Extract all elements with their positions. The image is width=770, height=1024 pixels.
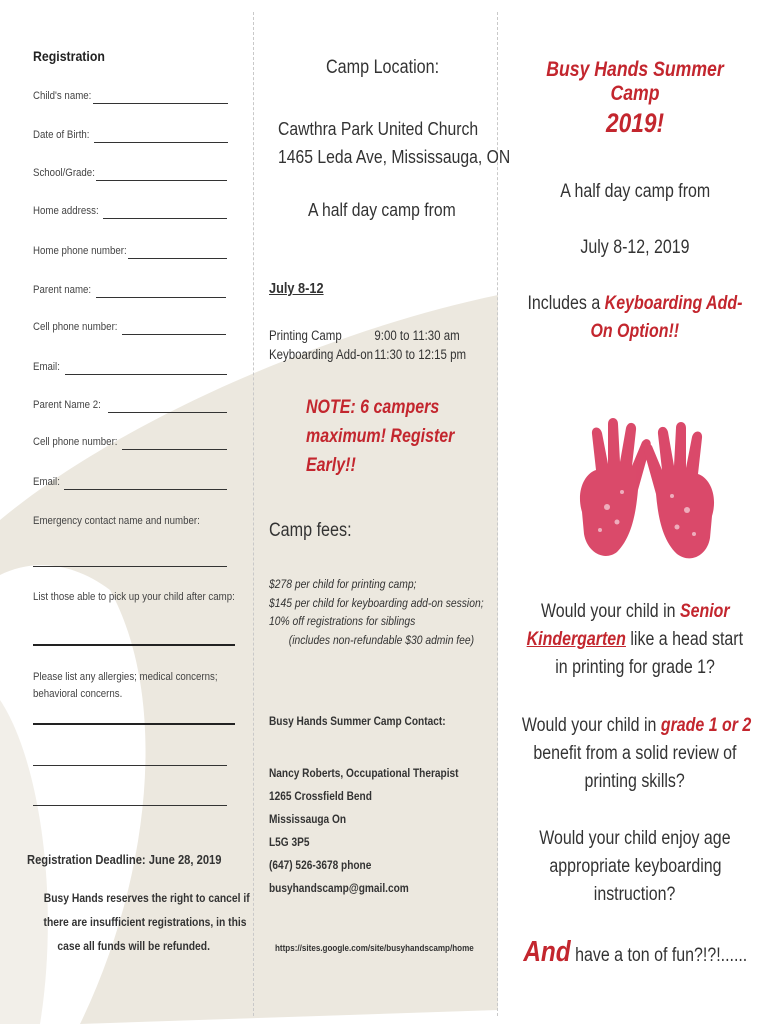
camp-title-year: 2019! — [605, 108, 665, 138]
registration-deadline: Registration Deadline: June 28, 2019 — [27, 852, 222, 867]
website-link[interactable]: https://sites.google.com/site/busyhandscamp/home — [275, 943, 474, 954]
parent-name-2-label: Parent Name 2: — [33, 399, 101, 411]
fees-list — [269, 575, 484, 649]
fun-tagline — [500, 938, 770, 970]
fee-item: $278 per child for printing camp; — [269, 577, 417, 591]
contact-phone: (647) 526-3678 phone — [269, 860, 372, 872]
home-address-field[interactable] — [103, 218, 227, 219]
registration-title: Registration — [33, 48, 105, 64]
q1-kindergarten: Kindergarten — [526, 629, 627, 650]
camp-address — [278, 115, 510, 171]
q2-text-a: Would your child in — [521, 715, 661, 736]
camp-title — [500, 58, 770, 139]
cover-dates: July 8-12, 2019 — [580, 237, 690, 258]
keyboarding-text-2: On Option!! — [590, 321, 680, 342]
q1-text-a: Would your child in — [540, 601, 680, 622]
cancellation-line-3: case all funds will be refunded. — [57, 939, 211, 953]
and-text: And — [523, 936, 571, 968]
fee-item: 10% off registrations for siblings — [269, 614, 416, 628]
contact-street: 1265 Crossfield Bend — [269, 791, 372, 803]
email-label: Email: — [33, 361, 60, 373]
schedule-name: Printing Camp — [269, 328, 342, 343]
child-name-field[interactable] — [93, 103, 228, 104]
capacity-note — [306, 393, 454, 480]
parent-name-label: Parent name: — [33, 284, 92, 296]
fold-line-left — [253, 12, 254, 1016]
address-line-2: 1465 Leda Ave, Mississauga, ON — [278, 146, 511, 167]
schedule-name: Keyboarding Add-on — [269, 347, 373, 362]
q1-senior: Senior — [679, 601, 730, 622]
fee-item: $145 per child for keyboarding add-on session; — [269, 595, 484, 610]
pickup-label: List those able to pick up your child after camp: — [33, 591, 235, 603]
location-heading: Camp Location: — [326, 57, 440, 78]
parent-name-2-field[interactable] — [108, 412, 227, 413]
q3-text-a: Would your child enjoy age — [539, 828, 731, 849]
home-phone-field[interactable] — [128, 258, 227, 259]
schedule-time: 9:00 to 11:30 am — [374, 328, 460, 343]
includes-text: Includes a — [527, 293, 605, 314]
allergies-field-3[interactable] — [33, 805, 227, 806]
q2-grade: grade 1 or 2 — [660, 715, 752, 736]
note-line-3: Early!! — [306, 454, 356, 476]
email-2-field[interactable] — [64, 489, 227, 490]
home-phone-label: Home phone number: — [33, 245, 127, 257]
camp-title-line-1: Busy Hands Summer Camp — [546, 58, 724, 105]
dob-field[interactable] — [94, 142, 228, 143]
cell-phone-label: Cell phone number: — [33, 321, 118, 333]
question-grade-1-2 — [500, 712, 770, 796]
question-keyboarding — [500, 825, 770, 909]
question-senior-kindergarten — [500, 598, 770, 682]
fee-item: (includes non-refundable $30 admin fee) — [288, 632, 475, 647]
cell-phone-field[interactable] — [122, 334, 226, 335]
half-day-text: A half day camp from — [308, 199, 456, 220]
home-address-label: Home address: — [33, 205, 99, 217]
keyboarding-text-1: Keyboarding Add- — [604, 293, 743, 314]
registration-panel — [0, 0, 253, 1024]
note-line-2: maximum! Register — [306, 425, 455, 447]
q3-text-b: appropriate keyboarding — [548, 856, 722, 877]
handprints-image — [562, 412, 732, 572]
emergency-contact-label: Emergency contact name and number: — [33, 515, 200, 527]
email-2-label: Email: — [33, 476, 60, 488]
q1-text-c: in printing for grade 1? — [555, 657, 715, 678]
school-grade-field[interactable] — [96, 180, 227, 181]
contact-heading: Busy Hands Summer Camp Contact: — [269, 716, 446, 728]
q3-text-c: instruction? — [594, 884, 676, 905]
note-line-1: NOTE: 6 campers — [306, 396, 440, 418]
email-field[interactable] — [65, 374, 227, 375]
cancellation-line-1: Busy Hands reserves the right to cancel if — [43, 891, 250, 905]
address-line-1: Cawthra Park United Church — [278, 118, 479, 139]
contact-name: Nancy Roberts, Occupational Therapist — [269, 768, 459, 780]
camp-dates: July 8-12 — [269, 280, 324, 297]
q1-text-b: like a head start — [626, 629, 744, 650]
allergies-label-1: Please list any allergies; medical concerns; — [33, 671, 218, 683]
emergency-contact-field[interactable] — [33, 566, 227, 567]
contact-postal: L5G 3P5 — [269, 837, 310, 849]
camp-details-panel — [256, 0, 511, 1024]
dob-label: Date of Birth: — [33, 129, 90, 141]
cell-phone-2-label: Cell phone number: — [33, 436, 118, 448]
cancellation-notice — [27, 886, 250, 958]
schedule-row-keyboarding — [269, 347, 467, 362]
school-grade-label: School/Grade: — [33, 167, 95, 179]
q2-text-c: printing skills? — [584, 771, 686, 792]
parent-name-field[interactable] — [96, 297, 226, 298]
allergies-label-2: behavioral concerns. — [33, 688, 123, 700]
cell-phone-2-field[interactable] — [122, 449, 227, 450]
allergies-field-2[interactable] — [33, 765, 227, 766]
fun-text: have a ton of fun?!?!...... — [570, 945, 747, 966]
fees-heading: Camp fees: — [269, 520, 352, 541]
schedule-row-printing — [269, 328, 460, 343]
cover-panel — [500, 0, 770, 1024]
schedule-time: 11:30 to 12:15 pm — [374, 347, 467, 362]
keyboarding-promo — [500, 290, 770, 346]
cancellation-line-2: there are insufficient registrations, in this — [43, 915, 247, 929]
child-name-label: Child's name: — [33, 90, 92, 102]
contact-city: Mississauga On — [269, 814, 347, 826]
cover-half-day: A half day camp from — [560, 181, 710, 202]
contact-email[interactable]: busyhandscamp@gmail.com — [269, 883, 409, 895]
q2-text-b: benefit from a solid review of — [533, 743, 737, 764]
pickup-field[interactable] — [33, 644, 235, 646]
contact-block — [269, 763, 459, 901]
allergies-field-1[interactable] — [33, 723, 235, 725]
